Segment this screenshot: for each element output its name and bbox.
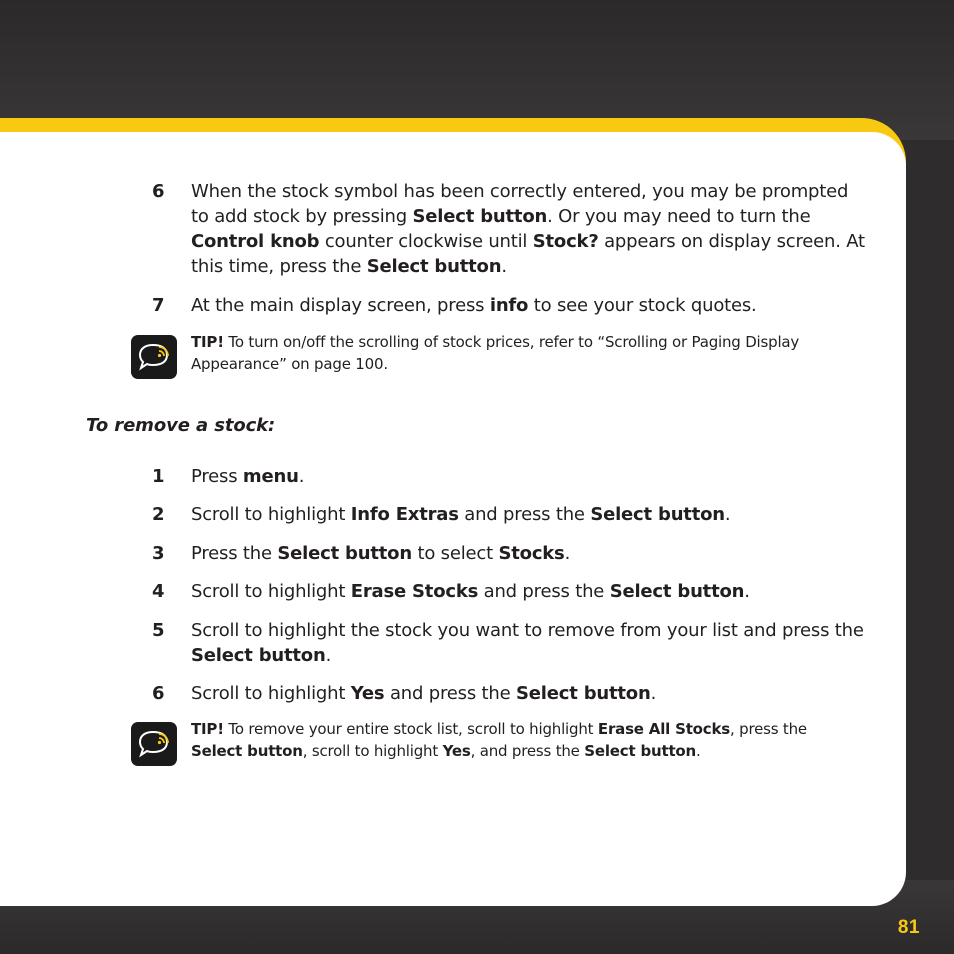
text-run: Press — [191, 466, 243, 487]
step-text — [191, 618, 871, 668]
step-number: 5 — [152, 620, 165, 641]
speech-bubble-signal-icon — [131, 722, 177, 766]
bold-term: Yes — [442, 742, 471, 760]
step-number: 1 — [152, 466, 165, 487]
step-text — [191, 541, 871, 566]
text-run: . — [724, 504, 731, 525]
bold-term: Info Extras — [350, 504, 459, 525]
text-run: to select — [411, 543, 499, 564]
text-run: . — [696, 742, 701, 760]
step-text — [191, 579, 871, 604]
bold-term: Select button — [584, 742, 696, 760]
text-run: . — [744, 581, 750, 602]
bold-term: Select button — [191, 742, 303, 760]
text-run: Scroll to highlight — [191, 504, 351, 525]
text-run: . — [650, 683, 657, 704]
step-number: 4 — [152, 581, 165, 602]
text-run: . Or you may need to turn the — [547, 206, 811, 227]
step-text — [191, 464, 871, 489]
bold-term: Stock? — [532, 231, 599, 252]
tip-note-1 — [191, 331, 861, 375]
bold-term: Select button — [590, 504, 725, 525]
text-run: Scroll to highlight — [191, 581, 351, 602]
bold-term: Select button — [191, 645, 326, 666]
tip-text — [191, 333, 799, 373]
bold-term: Control knob — [191, 231, 320, 252]
step-number: 3 — [152, 543, 165, 564]
text-run: . — [564, 543, 571, 564]
text-run: , and press the — [470, 742, 585, 760]
speech-bubble-signal-icon — [131, 335, 177, 379]
text-run: counter clockwise until — [319, 231, 533, 252]
text-run: When the stock symbol has been correctly entered, you may be prompted to add stock by pressing — [191, 181, 849, 227]
text-run: Scroll to highlight — [191, 683, 351, 704]
section-title: To remove a stock: — [86, 415, 276, 436]
text-run: , scroll to highlight — [302, 742, 443, 760]
page-number: 81 — [897, 917, 920, 938]
text-run: Press the — [191, 543, 278, 564]
step-number: 6 — [152, 683, 165, 704]
step-number: 2 — [152, 504, 165, 525]
tip-note-2 — [191, 718, 861, 762]
bold-term: info — [489, 295, 529, 316]
bold-term: Select button — [516, 683, 651, 704]
step-number: 6 — [152, 181, 165, 202]
text-run: to see your stock quotes. — [528, 295, 757, 316]
text-run: , press the — [730, 720, 807, 738]
text-run: and press the — [458, 504, 591, 525]
step-text — [191, 179, 871, 279]
text-run: To remove your entire stock list, scroll to highlight — [223, 720, 598, 738]
tip-label: TIP! — [191, 720, 224, 738]
text-run: Scroll to highlight the stock you want to remove from your list and press the — [191, 620, 864, 641]
text-run: To turn on/off the scrolling of stock prices, refer to “Scrolling or Paging Display Appearance” on page 100. — [191, 333, 800, 373]
bold-term: Select button — [609, 581, 745, 602]
step-text — [191, 502, 871, 527]
bold-term: Erase All Stocks — [597, 720, 730, 738]
text-run: . — [298, 466, 305, 487]
tip-text — [191, 720, 807, 760]
step-text — [191, 293, 871, 318]
step-text — [191, 681, 871, 706]
bold-term: Erase Stocks — [350, 581, 479, 602]
bold-term: menu — [242, 466, 299, 487]
tip-label: TIP! — [191, 333, 224, 351]
text-run: and press the — [478, 581, 610, 602]
bold-term: Select button — [366, 256, 502, 277]
text-run: . — [501, 256, 507, 277]
text-run: At the main display screen, press — [191, 295, 490, 316]
text-run: . — [325, 645, 332, 666]
text-run: and press the — [384, 683, 516, 704]
step-number: 7 — [152, 295, 165, 316]
bold-term: Select button — [277, 543, 412, 564]
bold-term: Stocks — [498, 543, 565, 564]
bold-term: Select button — [412, 206, 548, 227]
text-run: appears on display screen. At this time, press the — [191, 231, 865, 277]
bold-term: Yes — [350, 683, 385, 704]
